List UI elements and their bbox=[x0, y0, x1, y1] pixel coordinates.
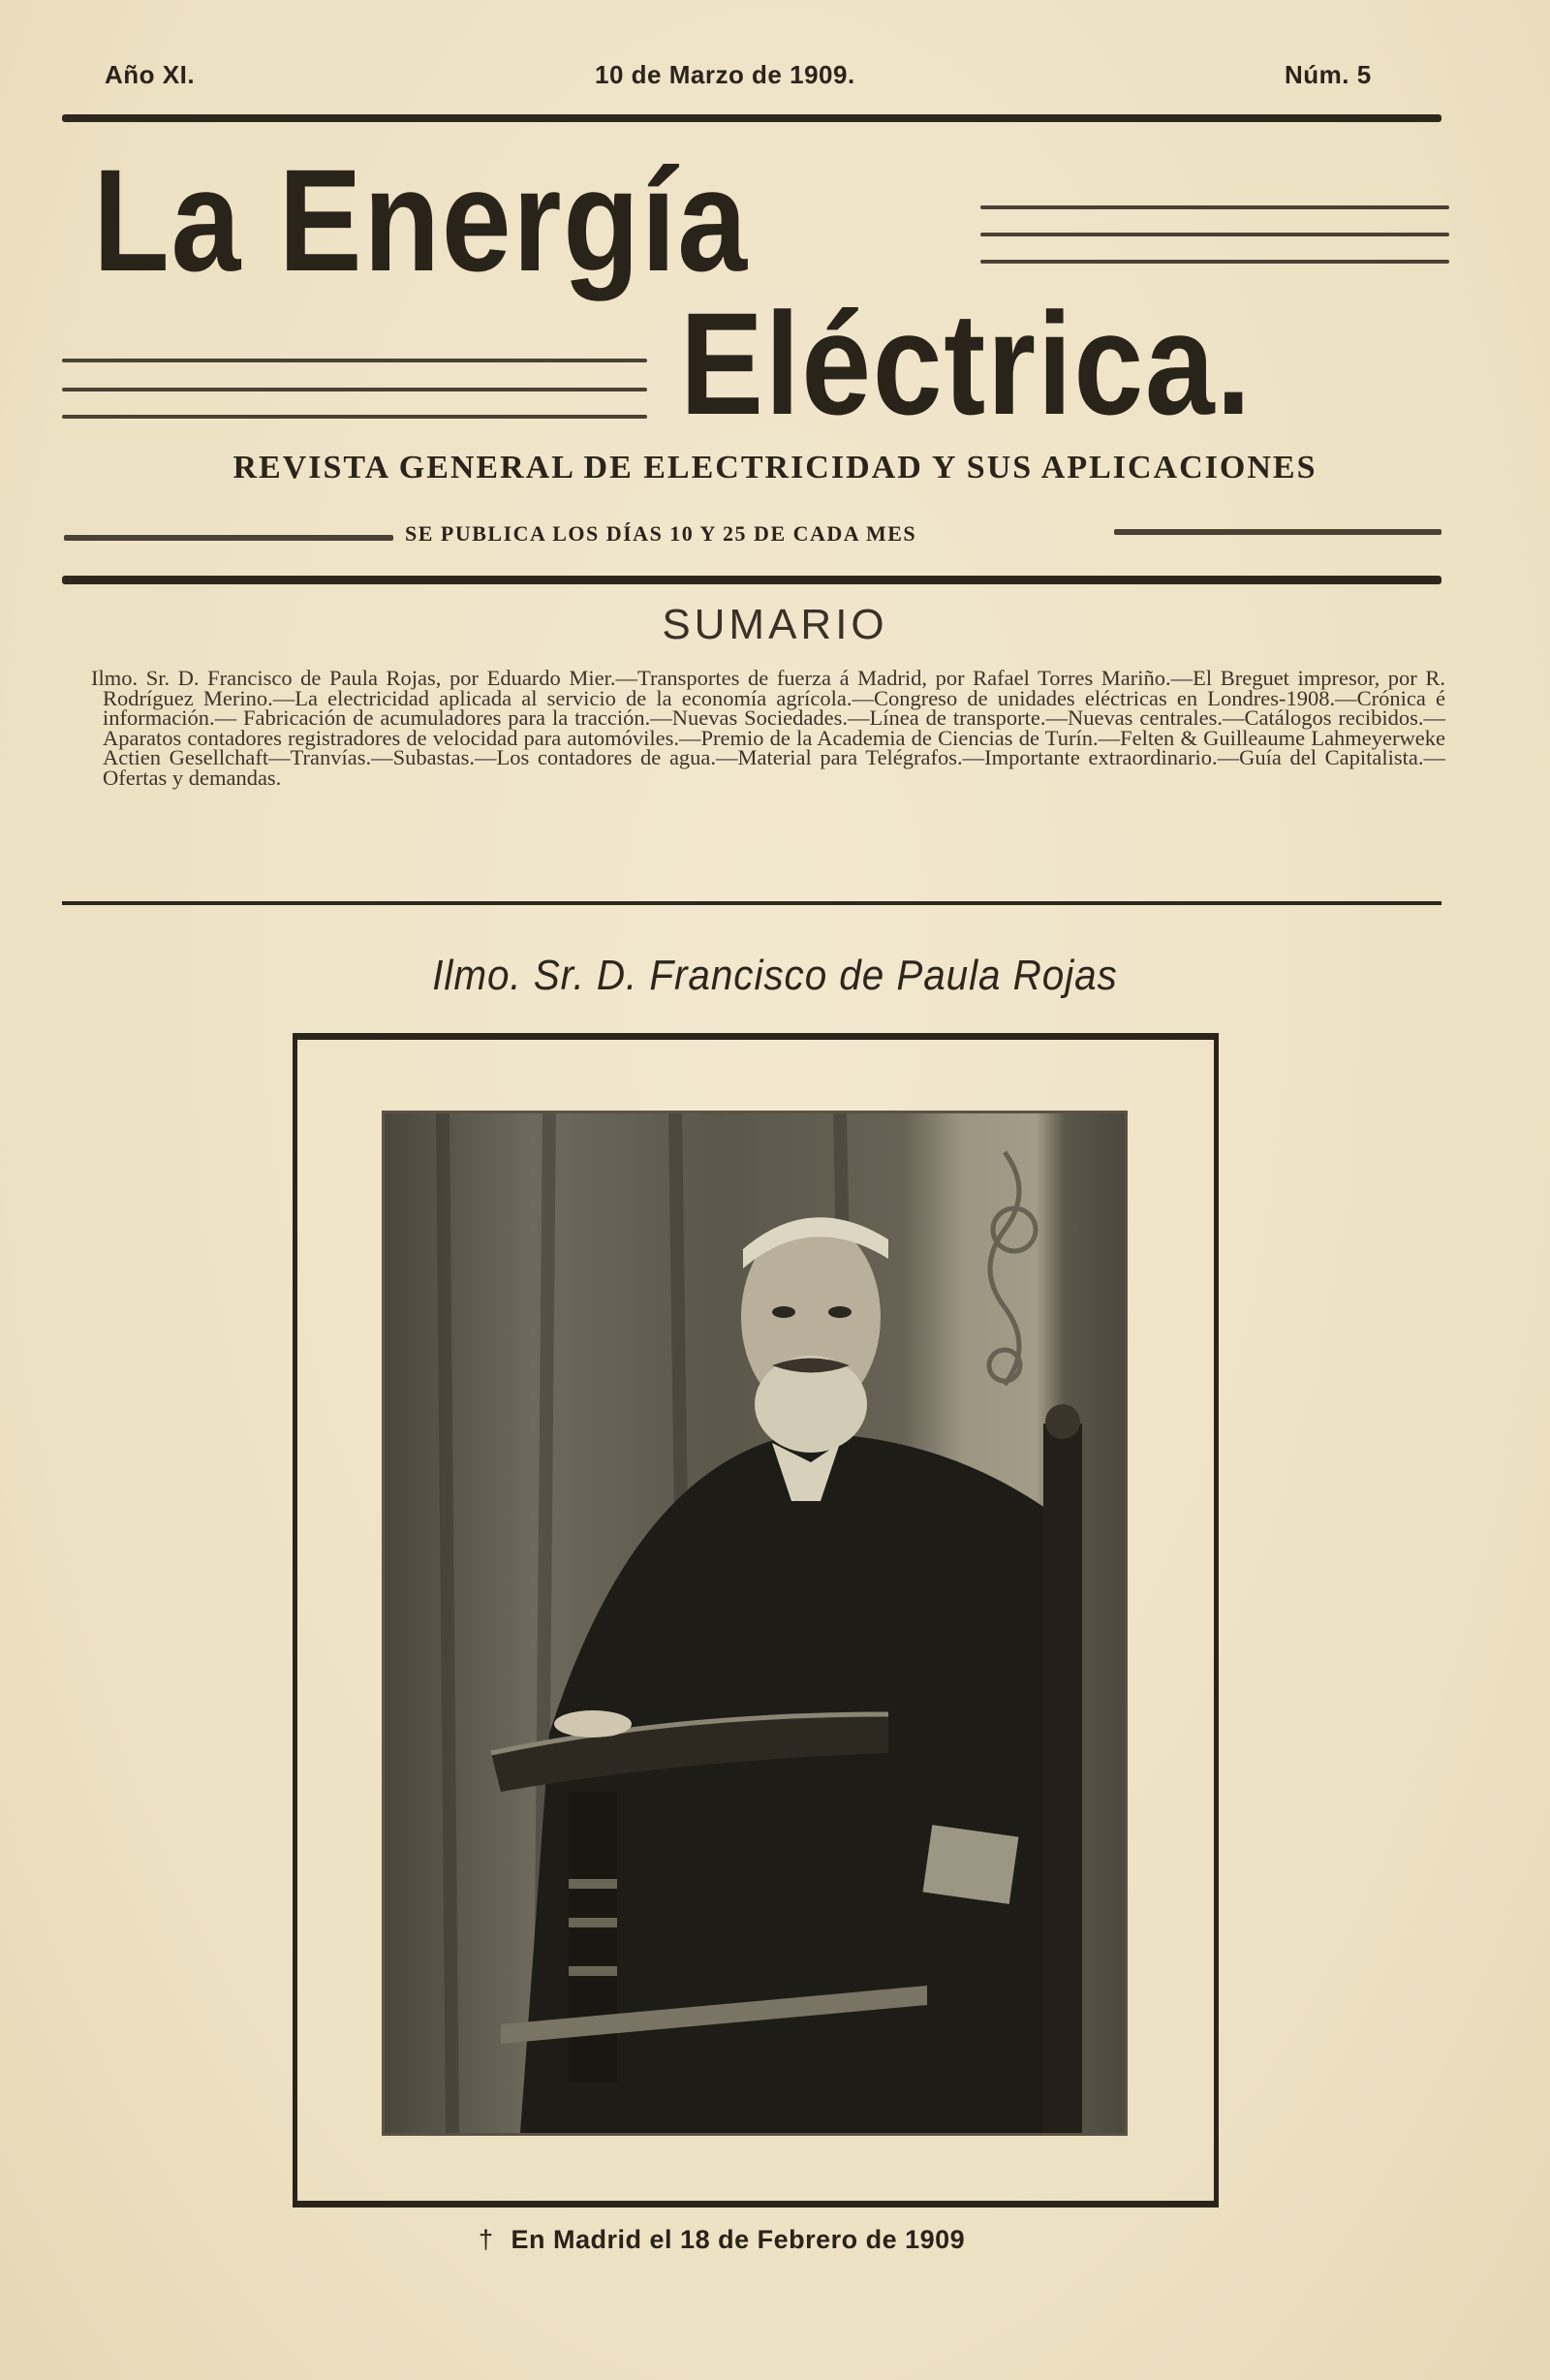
issue-year: Año XI. bbox=[105, 60, 196, 89]
issue-date: 10 de Marzo de 1909. bbox=[595, 60, 855, 89]
portrait-illustration bbox=[385, 1113, 1125, 2133]
title-rules-right bbox=[980, 205, 1449, 283]
schedule-rule-left bbox=[64, 535, 393, 541]
portrait-photo bbox=[382, 1111, 1128, 2136]
portrait-title: Ilmo. Sr. D. Francisco de Paula Rojas bbox=[432, 952, 1118, 999]
publication-title-line1: La Energía bbox=[93, 139, 749, 301]
publication-subtitle: REVISTA GENERAL DE ELECTRICIDAD Y SUS APLICACIONES bbox=[232, 450, 1318, 485]
header-bottom-rule bbox=[62, 576, 1442, 584]
caption-text: En Madrid el 18 de Febrero de 1909 bbox=[511, 2225, 966, 2254]
cross-icon: † bbox=[479, 2225, 494, 2254]
masthead-top-rule bbox=[62, 114, 1442, 122]
issue-number: Núm. 5 bbox=[1285, 60, 1372, 89]
publication-title-line2: Eléctrica. bbox=[680, 282, 1253, 445]
schedule-rule-right bbox=[1114, 529, 1442, 535]
publication-schedule: SE PUBLICA LOS DÍAS 10 Y 25 DE CADA MES bbox=[405, 521, 917, 546]
sumario-bottom-rule bbox=[62, 901, 1442, 905]
sumario-text: Ilmo. Sr. D. Francisco de Paula Rojas, por Eduardo Mier.—Transportes de fuerza á Madrid, por Rafael Torres Mariño.—El Breguet impresor, por R. Rodríguez Merino.—La electricidad aplicada al servicio de la economía agrícola.—Congreso de unidades eléctricas en Londres-1908.—Crónica é información.— Fabricación de acumuladores para la tracción.—Nuevas Sociedades.—Línea de transporte.—Nuevas centrales.—Catálogos recibidos.—Aparatos contadores registradores de velocidad para automóviles.—Premio de la Academia de Ciencias de Turín.—Felten & Guilleaume Lahmeyerweke Actien Gesellchaft—Tranvías.—Subastas.—Los contadores de agua.—Material para Telégrafos.—Importante extraordinario.—Guía del Capitalista.—Ofertas y demandas. bbox=[91, 666, 1445, 790]
title-rules-left bbox=[62, 359, 647, 436]
portrait-caption bbox=[479, 2225, 965, 2255]
sumario-contents bbox=[91, 666, 1445, 790]
sumario-heading: SUMARIO bbox=[662, 601, 888, 648]
